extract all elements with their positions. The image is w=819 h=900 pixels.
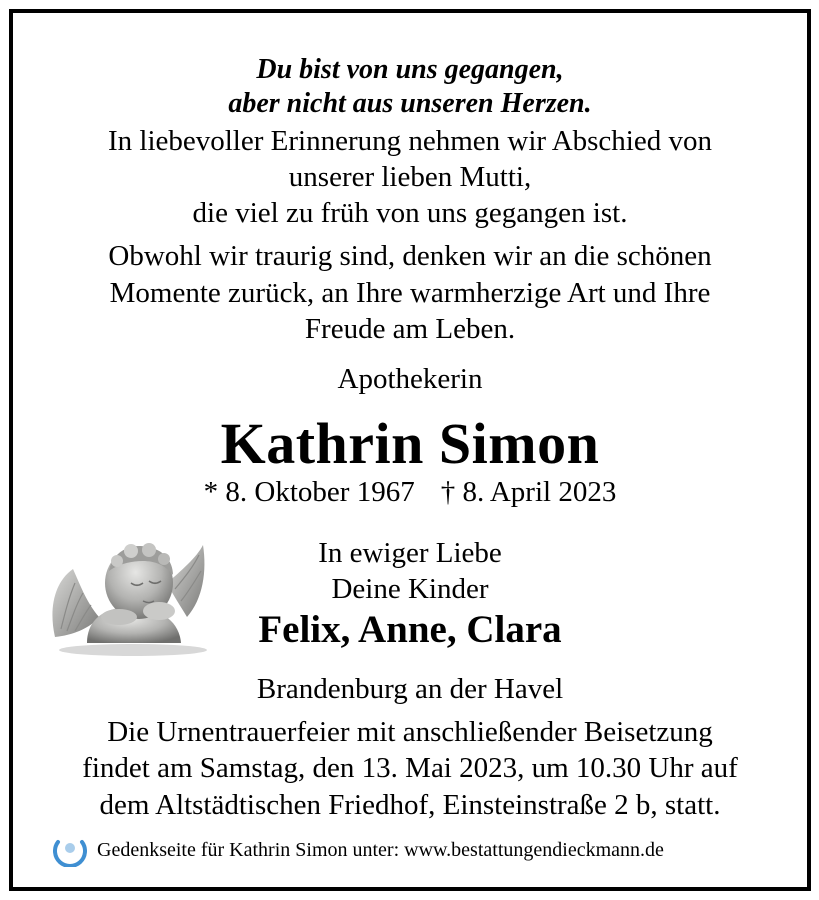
ceremony-line-2: findet am Samstag, den 13. Mai 2023, um 10.30 Uhr auf <box>82 752 738 784</box>
remembrance-line-2: unserer lieben Mutti, <box>288 161 532 193</box>
death-date: † 8. April 2023 <box>440 476 617 508</box>
mourners-line-2: Deine Kinder <box>331 573 489 605</box>
memorial-page-footer <box>53 833 664 867</box>
verse-line-1: Du bist von uns gegangen, <box>256 54 564 85</box>
memory-line-1: Obwohl wir traurig sind, denken wir an die schönen <box>108 240 712 272</box>
mourners-line-1: In ewiger Liebe <box>318 537 502 569</box>
remembrance-line-1: In liebevoller Erinnerung nehmen wir Abschied von <box>107 125 712 157</box>
verse-line-2: aber nicht aus unseren Herzen. <box>228 88 592 119</box>
angel-figurine-image <box>47 531 207 657</box>
memorial-page-logo-icon <box>53 833 87 867</box>
place: Brandenburg an der Havel <box>256 673 564 705</box>
memory-line-2: Momente zurück, an Ihre warmherzige Art und Ihre <box>109 277 711 309</box>
memory-line-3: Freude am Leben. <box>304 313 516 345</box>
deceased-name: Kathrin Simon <box>220 411 600 476</box>
birth-date: * 8. Oktober 1967 <box>203 476 415 508</box>
children-names: Felix, Anne, Clara <box>258 608 562 651</box>
obituary-frame <box>9 9 811 891</box>
ceremony-line-3: dem Altstädtischen Friedhof, Einsteinstraße 2 b, statt. <box>99 789 721 821</box>
ceremony-line-1: Die Urnentrauerfeier mit anschließender Beisetzung <box>107 716 713 748</box>
life-dates <box>13 478 807 507</box>
profession: Apothekerin <box>337 363 483 395</box>
memorial-page-link[interactable]: Gedenkseite für Kathrin Simon unter: www.bestattungendieckmann.de <box>97 838 664 861</box>
remembrance-line-3: die viel zu früh von uns gegangen ist. <box>192 197 628 229</box>
